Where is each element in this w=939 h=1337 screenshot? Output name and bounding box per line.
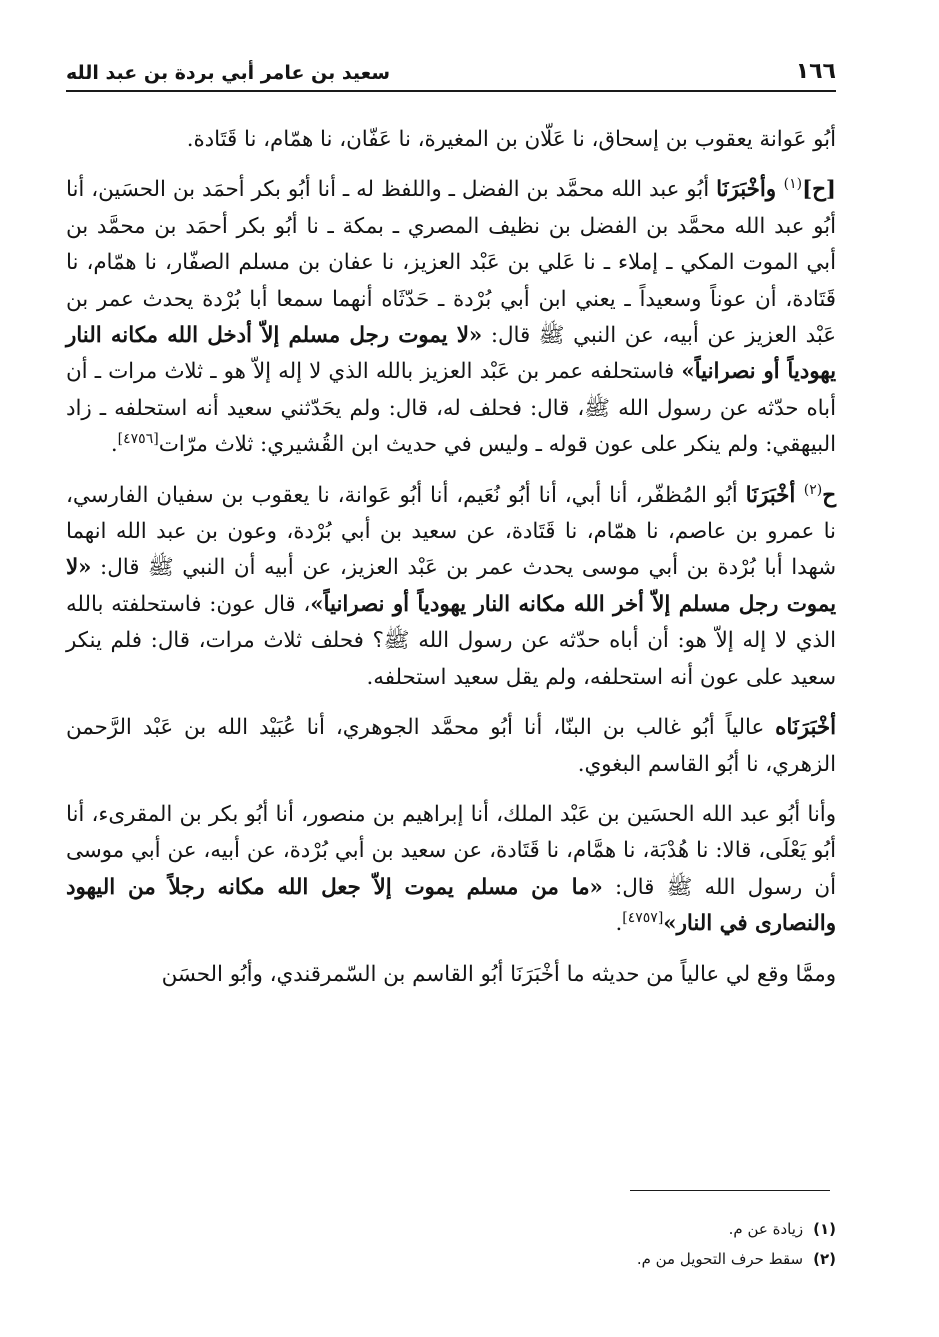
footnote-divider (630, 1190, 830, 1191)
footnote-text: سقط حرف التحويل من م. (636, 1250, 804, 1268)
text-segment: وأنا أبُو عبد الله الحسَين بن عَبْد الملك، أنا إبراهيم بن منصور، أنا أبُو بكر بن المقرىء، أنا أبُو يَعْلَى، قالا: نا هُدْبَة، نا همَّام، نا قَتَادة، عن سعيد بن أبي بُرْدة، عن أبيه، عن أبي موسى أن رسول الله ﷺ قال: (66, 801, 836, 900)
footnote (66, 1244, 836, 1274)
text-segment: وممَّا وقع لي عالياً من حديثه ما أخْبَرَنَا أبُو القاسم بن السّمرقندي، وأبُو الحسَن (161, 961, 836, 987)
footnote-mark: (٢) (813, 1250, 836, 1268)
running-title: سعيد بن عامر أبي بردة بن عبد الله (66, 62, 391, 84)
footnote-marker: (١) (783, 176, 803, 193)
paragraph (66, 710, 836, 783)
paragraph (66, 957, 836, 993)
bold-text: [ح] (802, 177, 837, 203)
paragraph (66, 122, 836, 158)
bold-text: وأخْبَرَنَا (716, 177, 784, 203)
footnote-marker: (٢) (803, 481, 823, 498)
page-number: ١٦٦ (795, 59, 836, 84)
paragraph (66, 478, 836, 696)
footnote-text: زيادة عن م. (728, 1220, 804, 1238)
text-segment: عالياً أبُو غالب بن البنّا، أنا أبُو محمَّد الجوهري، أنا عُبَيْد الله بن عَبْد الرَّحمن الزهري، نا أبُو القاسم البغوي. (66, 715, 836, 777)
bold-text: أخْبَرَنَاه (775, 715, 836, 741)
paragraph (66, 797, 836, 943)
text-segment: ، قال عون: فاستحلفته بالله الذي لا إله إلاّ هو: أن أباه حدّثه عن رسول الله ﷺ؟ فحلف ثلاث مرات، قال: فلم ينكر سعيد على عون أنه استحلفه، ولم يقل سعيد استحلفه. (66, 591, 836, 690)
text-segment: أبُو المُظفّر، أنا أبي، أنا أبُو نُعَيم، أنا أبُو عَوانة، نا يعقوب بن سفيان الفارسي، نا عمرو بن عاصم، نا همّام، نا قَتَادة، عن سعيد بن أبي بُرْدة، وعون بن عبد الله انهما شهدا أبا بُرْدة بن أبي موسى يحدث عمر بن عَبْد العزيز، عن أبيه أن النبي ﷺ قال: (66, 482, 836, 581)
text-segment: . (615, 911, 623, 937)
text-segment: أبُو عَوانة يعقوب بن إسحاق، نا عَلّان بن المغيرة، نا عَفّان، نا همّام، نا قَتَادة. (186, 127, 836, 152)
page-header (66, 56, 836, 92)
text-segment: . (110, 432, 118, 458)
bold-text: أخْبَرَنَا (745, 482, 804, 508)
bold-text: «ما من مسلم يموت إلاّ جعل الله مكانه رجلاً من اليهود والنصارى في النار» (66, 874, 836, 937)
hadith-number: [٤٧٥٧] (622, 910, 664, 927)
footnote-mark: (١) (813, 1220, 836, 1238)
footnote (66, 1214, 836, 1244)
bold-text: «لا يموت رجل مسلم إلاّ أخر الله مكانه النار يهودياً أو نصرانياً» (66, 555, 836, 617)
paragraph (66, 172, 836, 463)
footnotes (66, 1214, 836, 1274)
hadith-number: [٤٧٥٦] (117, 431, 159, 448)
bold-text: «لا يموت رجل مسلم إلاّ أدخل الله مكانه النار يهودياً أو نصرانياً» (66, 323, 836, 385)
text-segment: فاستحلفه عمر بن عَبْد العزيز بالله الذي لا إله إلاّ هو ـ ثلاث مرات ـ أن أباه حدّثه عن رسول الله ﷺ، قال: فحلف له، قال: ولم يحَدّثني سعيد أنه استحلفه ـ زاد البيهقي: ولم ينكر على عون قوله ـ وليس في حديث ابن القُشيري: ثلاث مرّات (66, 359, 836, 458)
bold-text: ح (822, 482, 837, 508)
text-segment: أبُو عبد الله محمَّد بن الفضل ـ واللفظ له ـ أنا أبُو بكر أحمَد بن الحسَين، أنا أبُو عبد الله محمَّد بن الفضل بن نظيف المصري ـ بمكة ـ نا أبُو بكر أحمَد بن محمَّد بن أبي الموت المكي ـ إملاء ـ نا عَلي بن عَبْد العزيز، نا عفان بن مسلم الصفّار، نا همّام، نا قَتَادة، أن عوناً وسعيداً ـ يعني ابن أبي بُرْدة ـ حَدّثَاه أنهما سمعا أبا بُرْدة يحدث عمر بن عَبْد العزيز عن أبيه، عن النبي ﷺ قال: (66, 177, 836, 349)
main-text (66, 122, 836, 993)
